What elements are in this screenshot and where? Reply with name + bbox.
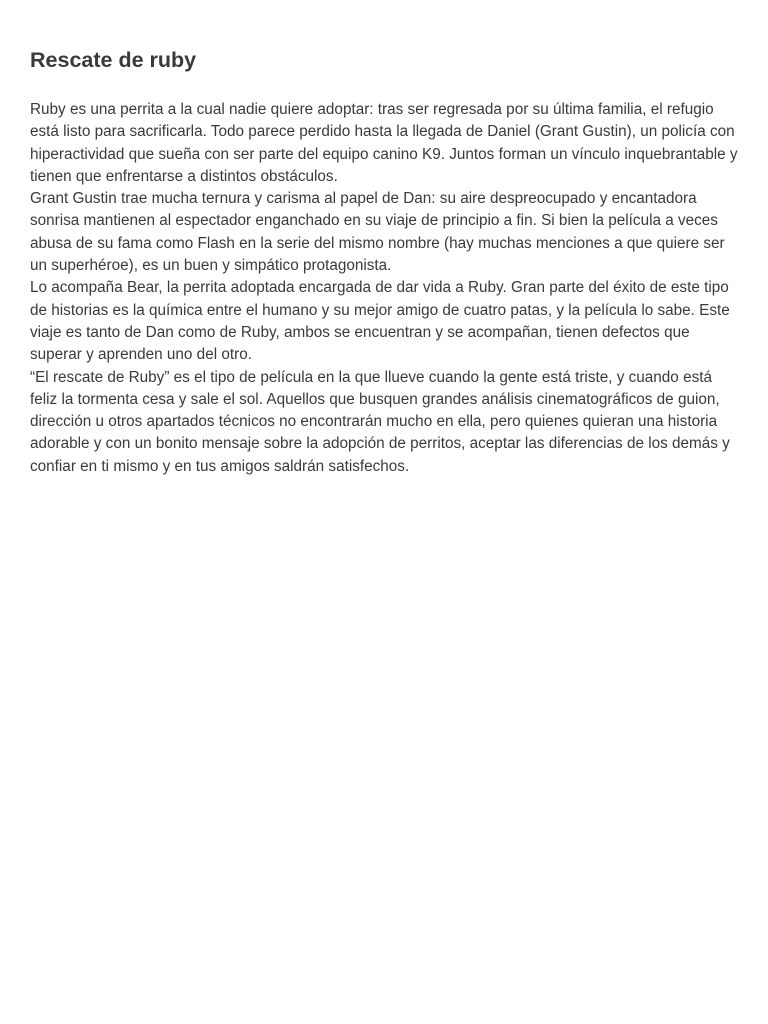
article-paragraph-1: Ruby es una perrita a la cual nadie quiere adoptar: tras ser regresada por su última familia, el refugio está listo para sacrificarla. Todo parece perdido hasta la llegada de Daniel (Grant Gustin), un policía con hiperactividad que sueña con ser parte del equipo canino K9. Juntos forman un vínculo inquebrantable y tienen que enfrentarse a distintos obstáculos. bbox=[30, 101, 738, 185]
article-body bbox=[30, 99, 742, 478]
article bbox=[30, 44, 742, 478]
article-paragraph-3: Lo acompaña Bear, la perrita adoptada encargada de dar vida a Ruby. Gran parte del éxito de este tipo de historias es la química entre el humano y su mejor amigo de cuatro patas, y la película lo sabe. Este viaje es tanto de Dan como de Ruby, ambos se encuentran y se acompañan, tienen defectos que superar y aprenden uno del otro. bbox=[30, 279, 730, 364]
article-paragraph-2: Grant Gustin trae mucha ternura y carisma al papel de Dan: su aire despreocupado y encantadora sonrisa mantienen al espectador enganchado en su viaje de principio a fin. Si bien la película a veces abusa de su fama como Flash en la serie del mismo nombre (hay muchas menciones a que quiere ser un superhéroe), es un buen y simpático protagonista. bbox=[30, 190, 725, 275]
article-title: Rescate de ruby bbox=[30, 48, 197, 72]
article-paragraph-4: “El rescate de Ruby” es el tipo de película en la que llueve cuando la gente está triste, y cuando está feliz la tormenta cesa y sale el sol. Aquellos que busquen grandes análisis cinematográficos de guion, dirección u otros apartados técnicos no encontrarán mucho en ella, pero quienes quieran una historia adorable y con un bonito mensaje sobre la adopción de perritos, aceptar las diferencias de los demás y confiar en ti mismo y en tus amigos saldrán satisfechos. bbox=[30, 368, 730, 475]
